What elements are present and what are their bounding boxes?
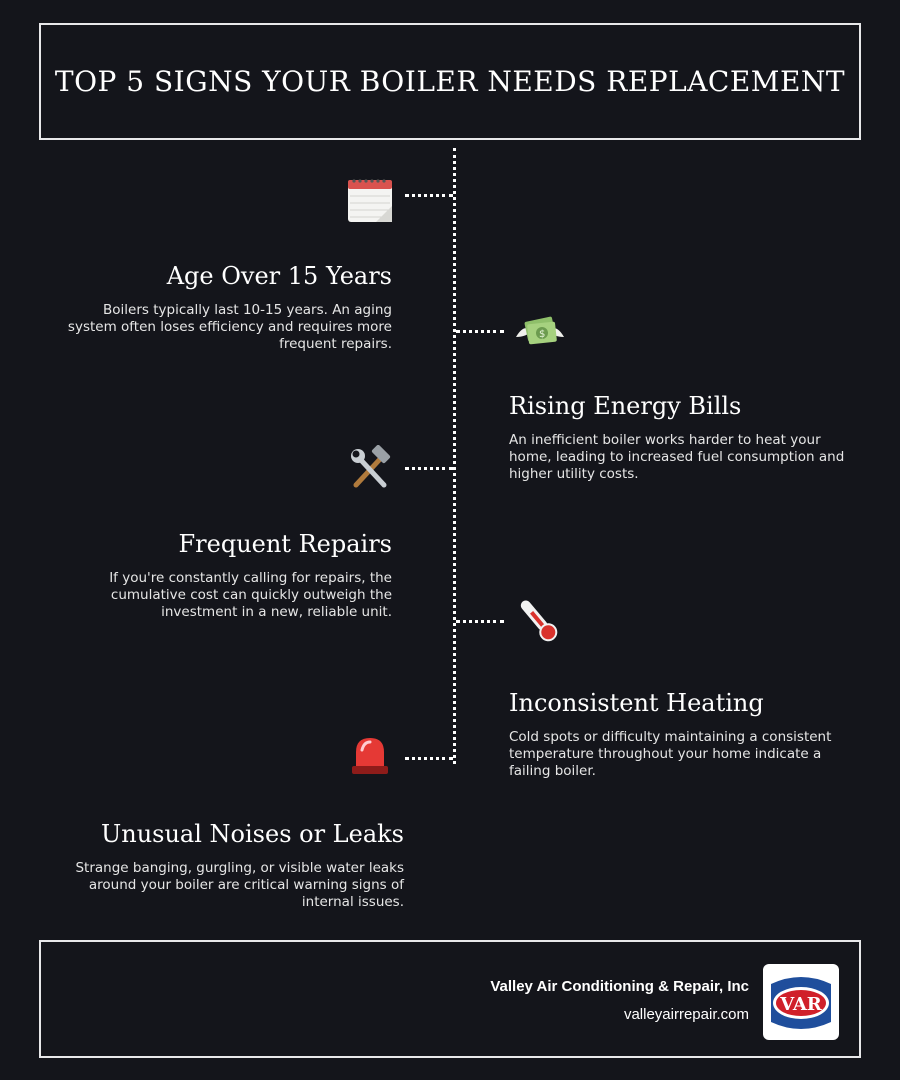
sign-heating-heading: Inconsistent Heating — [509, 689, 764, 717]
sign-noises — [60, 820, 404, 911]
page-title: TOP 5 SIGNS YOUR BOILER NEEDS REPLACEMENT — [54, 65, 846, 98]
footer — [39, 940, 861, 1058]
siren-light-icon — [346, 730, 394, 778]
website-link[interactable]: valleyairrepair.com — [623, 1006, 749, 1023]
sign-heating-body: Cold spots or difficulty maintaining a consistent temperature throughout your home indicate a failing boiler. — [509, 729, 832, 779]
hammer-wrench-icon — [346, 445, 394, 493]
sign-energy — [509, 392, 849, 483]
company-logo — [763, 964, 839, 1040]
title-banner — [39, 23, 861, 140]
connector-age — [405, 194, 453, 197]
sign-repairs — [50, 530, 392, 621]
sign-noises-body: Strange banging, gurgling, or visible water leaks around your boiler are critical warning signs of internal issues. — [75, 860, 404, 910]
calendar-icon — [346, 176, 394, 224]
sign-age — [50, 262, 392, 353]
sign-age-heading: Age Over 15 Years — [166, 262, 392, 290]
sign-repairs-heading: Frequent Repairs — [178, 530, 392, 558]
timeline-line — [453, 148, 456, 764]
thermometer-icon — [512, 594, 560, 642]
sign-heating — [509, 689, 849, 780]
sign-noises-heading: Unusual Noises or Leaks — [101, 820, 404, 848]
connector-heating — [456, 620, 504, 623]
svg-text:$: $ — [539, 329, 546, 340]
logo-text: VAR — [780, 994, 822, 1015]
sign-age-body: Boilers typically last 10-15 years. An aging system often loses efficiency and requires more frequent repairs. — [67, 302, 392, 352]
connector-repairs — [405, 467, 453, 470]
sign-energy-heading: Rising Energy Bills — [509, 392, 742, 420]
sign-repairs-body: If you're constantly calling for repairs, the cumulative cost can quickly outweigh the investment in a new, reliable unit. — [109, 570, 392, 620]
company-name: Valley Air Conditioning & Repair, Inc — [490, 978, 749, 995]
flying-money-icon — [514, 307, 562, 355]
sign-energy-body: An inefficient boiler works harder to heat your home, leading to increased fuel consumption and higher utility costs. — [509, 432, 845, 482]
connector-noises — [405, 757, 453, 760]
connector-energy — [456, 330, 504, 333]
